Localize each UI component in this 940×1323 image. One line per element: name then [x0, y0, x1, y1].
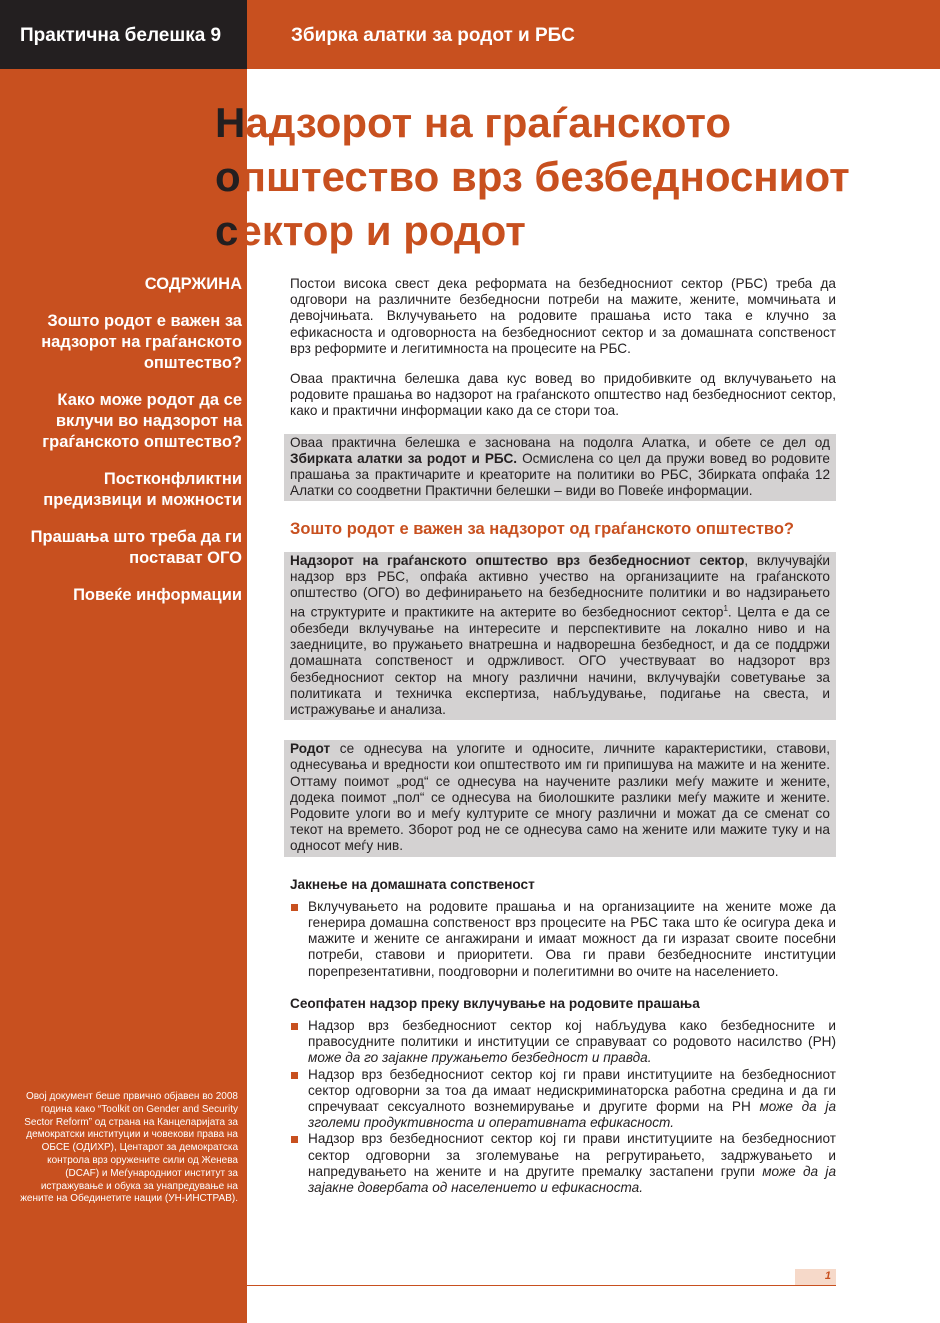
bullet-square-icon	[291, 1072, 298, 1079]
title-initial-letter: с	[215, 207, 239, 254]
page-number: 1	[824, 1270, 831, 1282]
page-title-line-3	[215, 204, 935, 258]
definition-box-gender	[284, 740, 836, 856]
oversight-bullet-list	[290, 1018, 836, 1196]
main-content	[290, 276, 836, 1206]
title-initial-letter: о	[215, 153, 241, 200]
definition-box-text-2: . Целта е да се обезбеди вклучување на интересите и перспективите на локално ниво и на заедниците, во пружањето внатрешна и надворешна безбедност, и да се поддржи домашната сопственост и одржливост. ОГО учествуваат во надзорот врз безбедносниот сектор на многу различни начини, вклучувајќи советување за политиката и техничка експертиза, набљудување, подигање на свеста, и истражување и анализа.	[290, 604, 830, 717]
toc-item-more-info[interactable]: Повеќе информации	[73, 586, 242, 604]
publication-footnote: Овој документ беше првично објавен во 2008 година како “Toolkit on Gender and Security Sector Reform” од страна на Канцеларијата за демократски институции и човекови права на ОБСЕ (ОДИХР), Центарот за демократска контрола врз оружените сили од Женева (DCAF) и Меѓународниот институт за истражување и обука за унапредување на жените на Обединетите нации (УН-ИНСТРАВ).	[20, 1091, 238, 1205]
intro-paragraph-1: Постои висока свест дека реформата на безбедносниот сектор (РБС) треба да одговори на различните безбедносни потреби на мажите, жените, момчињата и девојчињата. Вклучувањето на родовите прашања исто така е клучно за ефикасноста и одговорноста на безбедносниот сектор и за домашната сопственост врз реформите и легитимноста на процесите на РБС.	[290, 276, 836, 356]
list-item: Надзор врз безбедносниот сектор кој ги прави институциите на безбедносниот сектор одговорни за тоа да имаат недискриминаторска работна средина и да ги спречуваат сексуалното вознемирување и другите форми на РН може да ја зголеми продуктивноста и оперативната ефикасност.	[290, 1067, 836, 1132]
title-initial-letter: Н	[215, 99, 246, 146]
list-item: Вклучувањето на родовите прашања и на организациите на жените може да генерира домашна сопственост врз процесите на РБС така што ќе осигура дека и мажите и жените се ангажирани и имаат можност да ги изразат своите посебни потреби, ставови и приоритети. Ова ги прави безбедносните институции порепрезентативни, поодговорни и полегитимни во очите на населението.	[290, 899, 836, 980]
toolkit-box-text-1: Оваа практична белешка е заснована на подолга Алатка, и обете се дел од	[290, 434, 830, 450]
list-item: Надзор врз безбедносниот сектор кој набљудува како безбедносните и правосудните политики и институции се справуваат со родовото насилство (РН) може да го зајакне пружањето безбедност и правда.	[290, 1018, 836, 1067]
toc-item-how-include-gender[interactable]: Како може родот да се вклучи во надзорот на граѓанското општество?	[42, 391, 242, 451]
subheading-comprehensive-oversight: Сеопфатен надзор преку вклучување на родовите прашања	[290, 995, 700, 1011]
bullet-square-icon	[291, 904, 298, 911]
bullet-square-icon	[291, 1136, 298, 1143]
subheading-ownership: Јакнење на домашната сопственост	[290, 876, 535, 892]
gender-box-bold: Родот	[290, 741, 331, 757]
list-item: Надзор врз безбедносниот сектор кој ги прави институциите на безбедносниот сектор одговорни за зголемување на регрутирањето, задржувањето и напредувањето на жените и на другите премалку застапени групи може да ја зајакне довербата од населението и ефикасноста.	[290, 1131, 836, 1196]
toolkit-info-box	[284, 434, 836, 502]
section-heading-why-gender: Зошто родот е важен за надзорот од граѓанското општество?	[290, 520, 795, 539]
intro-paragraph-2: Оваа практична белешка дава кус вовед во придобивките од вклучувањето на родовите прашања во надзорот на граѓанското општество над безбедносниот сектор, како и практични информации како да се стори тоа.	[290, 371, 836, 419]
header-note-label-bar	[0, 0, 247, 69]
header-toolkit-bar	[247, 0, 940, 69]
gender-box-text: се однесува на улогите и односите, личните карактеристики, ставови, однесувања и вредности кои општеството им ги припишува на мажите и на жените. Оттаму поимот „род“ се однесува на научените разлики меѓу мажите и жените, додека поимот „пол“ се однесува на биолошките разлики меѓу мажите и жените. Родовите улоги во и меѓу културите се многу различни и можат да се сменат со текот на времето. Зборот род не се однесува само на жените или мажите туку и на односот меѓу нив.	[290, 741, 830, 854]
toolkit-box-text-2: Осмислена со цел да пружи вовед во родовите прашања за практичарите и креаторите на политики во РБС, Збирката опфаќа 12 Алатки со соодветни Практични белешки – види во Повеќе информации.	[290, 450, 830, 499]
definition-box-bold: Надзорот на граѓанското општество врз безбедносниот сектор	[290, 552, 745, 568]
toc-item-why-gender[interactable]: Зошто родот е важен за надзорот на граѓанското општество?	[41, 312, 242, 372]
title-rest-text: адзорот на граѓанското	[245, 99, 732, 146]
header-toolkit-title: Збирка алатки за родот и РБС	[291, 25, 575, 46]
footnote-ref-1: 1	[723, 604, 728, 614]
footer-rule	[247, 1285, 836, 1286]
page-number-box	[795, 1269, 836, 1285]
toc-item-questions[interactable]: Прашања што треба да ги постават ОГО	[30, 528, 242, 567]
ownership-bullet-list	[290, 899, 836, 980]
toolkit-box-bold: Збирката алатки за родот и РБС.	[290, 450, 518, 466]
bullet-square-icon	[291, 1023, 298, 1030]
toc-heading: СОДРЖИНА	[144, 275, 242, 293]
page-title-line-2	[215, 150, 935, 204]
title-rest-text: ектор и родот	[238, 207, 526, 254]
toc-item-post-conflict[interactable]: Постконфликтни предизвици и можности	[43, 470, 242, 509]
title-rest-text: пштество врз безбедносниот	[240, 153, 850, 200]
page-title-line-1	[215, 96, 935, 150]
definition-box-oversight	[284, 552, 836, 721]
definition-box-text-1: , вклучувајќи надзор врз РБС, опфаќа активно учество на организациите на граѓанското општество (ОГО) во дефинирањето на безбедносните политики и во надзирањето на структурите и практиките на актерите во безбедносниот сектор	[290, 552, 830, 620]
header-note-label: Практична белешка 9	[20, 25, 222, 46]
table-of-contents	[20, 274, 242, 622]
page-title	[215, 96, 935, 258]
